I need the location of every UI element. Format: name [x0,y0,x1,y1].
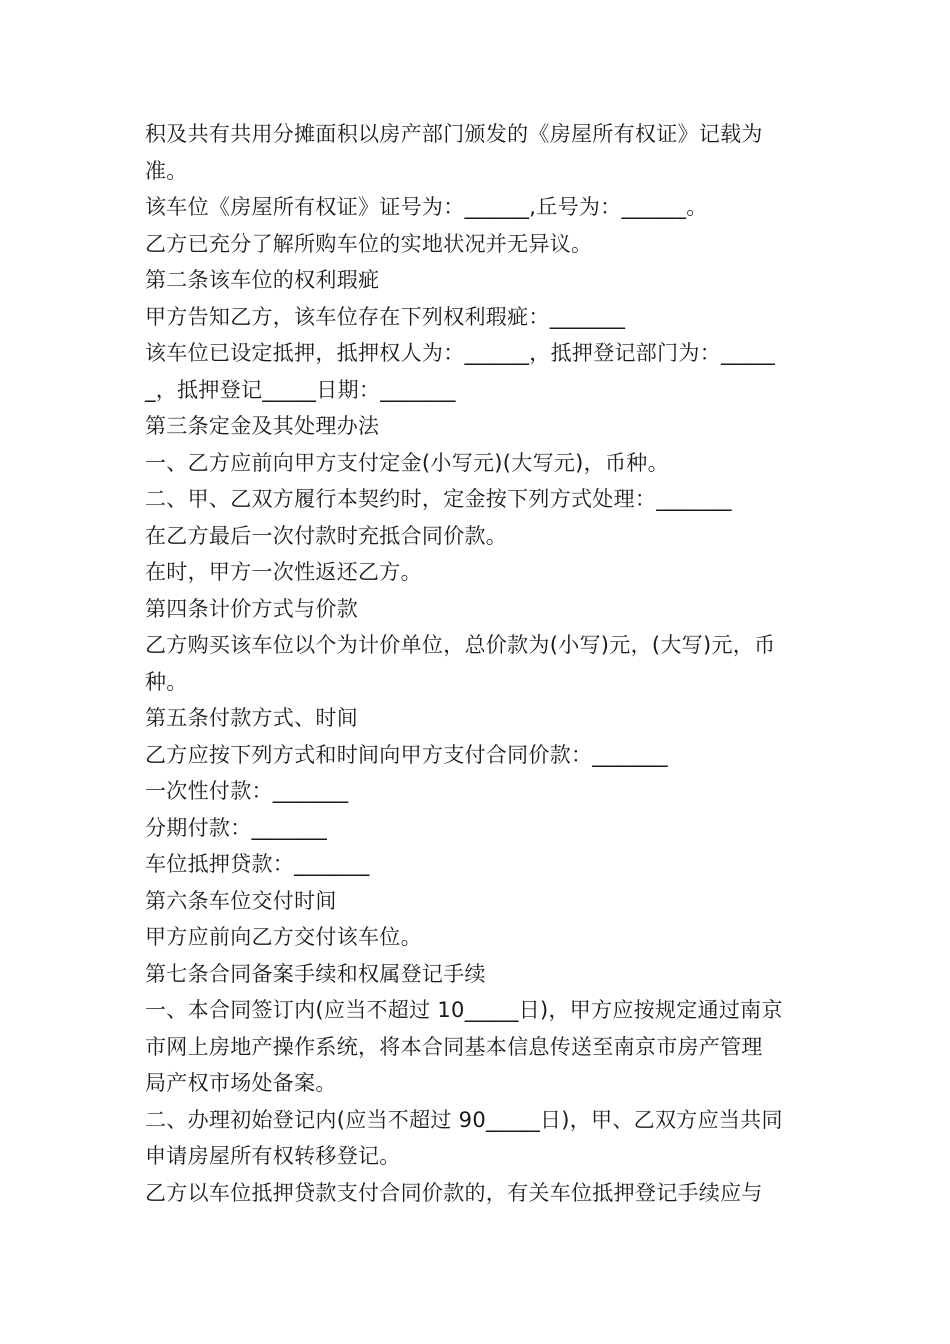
text-line: 一、乙方应前向甲方支付定金(小写元)(大写元)，币种。 [145,450,669,475]
section-heading: 第三条定金及其处理办法 [145,414,380,438]
text-line: 车位抵押贷款：_______ [145,852,370,876]
section-heading: 第五条付款方式、时间 [145,706,358,730]
text-line: 在乙方最后一次付款时充抵合同价款。 [145,523,508,548]
text-line: 该车位已设定抵押，抵押权人为：______，抵押登记部门为：_____ [145,341,775,365]
section-heading: 第二条该车位的权利瑕疵 [145,268,380,292]
section-heading: 第四条计价方式与价款 [145,596,358,621]
text-line: 准。 [145,158,188,183]
text-line: 分期付款：_______ [145,815,328,840]
section-heading: 第七条合同备案手续和权属登记手续 [145,961,486,986]
text-line: 积及共有共用分摊面积以房产部门颁发的《房屋所有权证》记载为 [145,122,763,146]
text-line: 一次性付款：_______ [145,779,349,803]
section-heading: 第六条车位交付时间 [145,888,337,913]
text-line: 乙方以车位抵押贷款支付合同价款的，有关车位抵押登记手续应与 [145,1180,763,1205]
text-line: 市网上房地产操作系统，将本合同基本信息传送至南京市房产管理 [145,1034,763,1059]
text-line: 种。 [145,669,188,694]
text-line: 乙方已充分了解所购车位的实地状况并无异议。 [145,231,593,256]
text-line: 申请房屋所有权转移登记。 [145,1144,401,1168]
text-line: 甲方告知乙方，该车位存在下列权利瑕疵：_______ [145,304,626,329]
text-line: 二、甲、乙双方履行本契约时，定金按下列方式处理：_______ [145,487,732,511]
text-line: 局产权市场处备案。 [145,1071,337,1095]
text-line: 该车位《房屋所有权证》证号为：______,丘号为：______。 [145,195,708,219]
text-line: 在时，甲方一次性返还乙方。 [145,560,422,584]
text-line: 二、办理初始登记内(应当不超过 90_____日)，甲、乙双方应当共同 [145,1107,783,1132]
text-line: _，抵押登记_____日期：_______ [145,377,456,402]
text-line: 一、本合同签订内(应当不超过 10_____日)，甲方应按规定通过南京 [145,998,783,1022]
text-line: 乙方应按下列方式和时间向甲方支付合同价款：_______ [145,742,668,767]
document-body [145,116,810,1211]
text-line: 乙方购买该车位以个为计价单位，总价款为(小写)元，(大写)元，币 [145,633,776,657]
text-line: 甲方应前向乙方交付该车位。 [145,925,422,949]
